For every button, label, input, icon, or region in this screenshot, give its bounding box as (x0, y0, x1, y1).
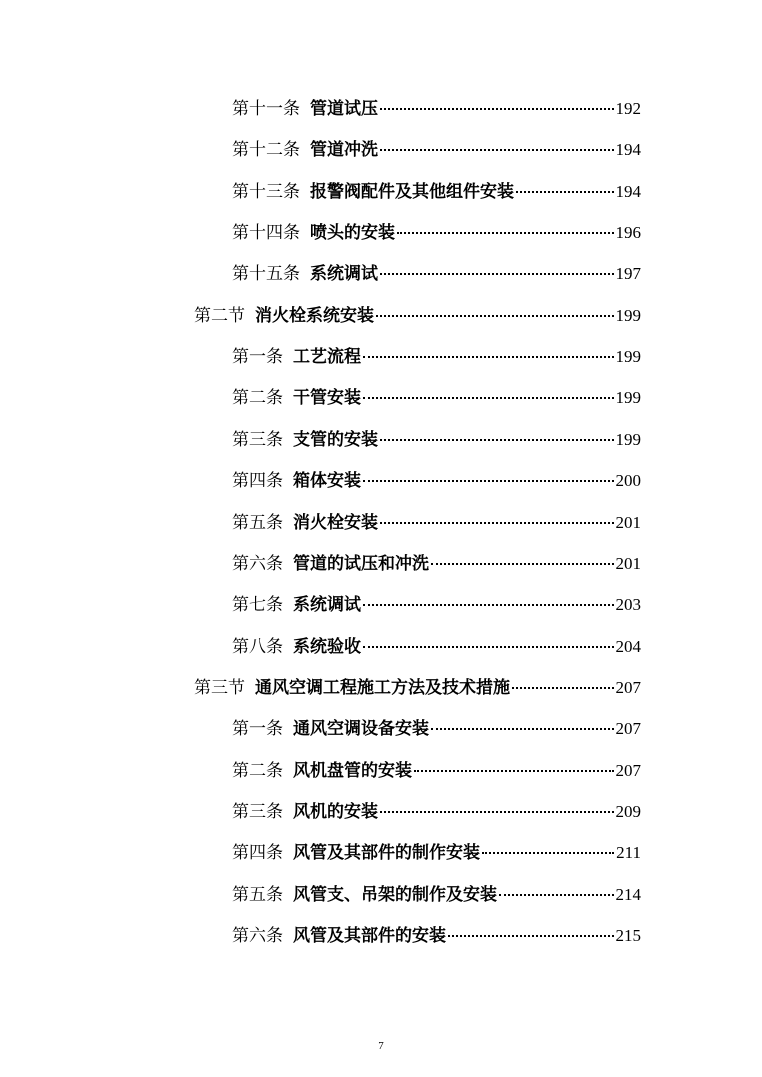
toc-entry-title: 消火栓安装 (293, 512, 378, 533)
toc-entry-number: 第六条 (232, 926, 283, 946)
dot-leader (499, 894, 614, 896)
toc-entry-number: 第四条 (232, 843, 283, 864)
dot-leader (414, 770, 614, 772)
dot-leader (363, 397, 614, 399)
toc-section-entry (194, 678, 641, 698)
toc-entry (232, 182, 641, 202)
toc-entry-number: 第七条 (232, 595, 283, 616)
toc-entry-page: 214 (615, 884, 641, 904)
toc-entry-title: 风管及其部件的制作安装 (293, 843, 480, 864)
toc-entry-page: 199 (615, 388, 641, 408)
toc-entry (232, 223, 641, 243)
dot-leader (431, 563, 614, 565)
toc-entry-title: 系统验收 (293, 636, 361, 657)
toc-entry-number: 第二条 (232, 388, 283, 409)
toc-entry-title: 报警阀配件及其他组件安装 (310, 181, 514, 202)
dot-leader (380, 811, 614, 813)
toc-entry-number: 第十五条 (232, 264, 300, 285)
toc-entry-page: 192 (615, 99, 641, 118)
toc-entry-title: 管道的试压和冲洗 (293, 553, 429, 574)
toc-entry-title: 风管支、吊架的制作及安装 (293, 884, 497, 905)
toc-entry-number: 第一条 (232, 347, 283, 368)
toc-entry-page: 196 (615, 223, 641, 243)
toc-entry-page: 194 (615, 140, 641, 160)
toc-entry-page: 207 (615, 760, 641, 780)
toc-entry-page: 215 (615, 926, 641, 945)
dot-leader (363, 356, 614, 358)
toc-entry (232, 471, 641, 491)
toc-entry-title: 风管及其部件的安装 (293, 926, 446, 946)
dot-leader (431, 728, 614, 730)
toc-entry-number: 第五条 (232, 512, 283, 533)
toc-entry-page: 201 (615, 553, 641, 573)
toc-entry-page: 200 (615, 471, 641, 491)
dot-leader (380, 108, 614, 110)
toc-entry-number: 第四条 (232, 471, 283, 492)
toc-entry-number: 第十三条 (232, 181, 300, 202)
toc-entry-number: 第三条 (232, 429, 283, 450)
toc-entry-number: 第十一条 (232, 99, 300, 119)
toc-entry-number: 第一条 (232, 719, 283, 740)
toc-entry-page: 194 (615, 181, 641, 201)
toc-entry-number: 第十二条 (232, 140, 300, 161)
toc-entry (232, 843, 641, 863)
toc-entry-number: 第三条 (232, 801, 283, 822)
toc-entry-title: 通风空调工程施工方法及技术措施 (255, 677, 510, 698)
dot-leader (380, 273, 614, 275)
toc-entry-title: 系统调试 (310, 264, 378, 285)
toc-entry (232, 637, 641, 657)
toc-entry-page: 201 (615, 512, 641, 532)
dot-leader (512, 687, 614, 689)
toc-entry-number: 第八条 (232, 636, 283, 657)
toc-entry-page: 211 (616, 843, 641, 863)
dot-leader (363, 604, 614, 606)
dot-leader (448, 935, 614, 937)
dot-leader (380, 522, 614, 524)
toc-entry (232, 140, 641, 160)
toc-entry-number: 第二节 (194, 305, 245, 326)
toc-entry (232, 99, 641, 119)
toc-entry-title: 风机的安装 (293, 801, 378, 822)
toc-entry-title: 管道试压 (310, 99, 378, 119)
toc-entry-title: 通风空调设备安装 (293, 719, 429, 740)
toc-entry-title: 管道冲洗 (310, 140, 378, 161)
toc-entry (232, 761, 641, 781)
toc-entry (232, 264, 641, 284)
toc-entry-page: 197 (615, 264, 641, 284)
dot-leader (397, 232, 614, 234)
toc-entry (232, 388, 641, 408)
toc-entry-page: 203 (615, 595, 641, 615)
toc-entry-number: 第五条 (232, 884, 283, 905)
page-number: 7 (378, 1040, 384, 1052)
toc-entry-page: 204 (615, 636, 641, 656)
toc-entry (232, 885, 641, 905)
dot-leader (380, 439, 614, 441)
toc-entry (232, 430, 641, 450)
toc-entry-title: 系统调试 (293, 595, 361, 616)
toc-entry (232, 719, 641, 739)
dot-leader (516, 191, 614, 193)
toc-entry-title: 支管的安装 (293, 429, 378, 450)
toc-entry (232, 926, 641, 946)
dot-leader (363, 480, 614, 482)
toc-entry-number: 第二条 (232, 760, 283, 781)
toc-entry (232, 513, 641, 533)
toc-entry-title: 消火栓系统安装 (255, 305, 374, 326)
toc-entry-page: 207 (615, 677, 641, 697)
toc-entry (232, 554, 641, 574)
toc-section-entry (194, 306, 641, 326)
toc-entry-page: 209 (615, 801, 641, 821)
toc-entry-title: 风机盘管的安装 (293, 760, 412, 781)
toc-entry-page: 199 (615, 429, 641, 449)
toc-entry-page: 207 (615, 719, 641, 739)
dot-leader (482, 852, 614, 854)
toc-entry-title: 箱体安装 (293, 471, 361, 492)
toc-entry-number: 第十四条 (232, 223, 300, 244)
dot-leader (380, 149, 614, 151)
dot-leader (363, 646, 614, 648)
toc-entry-title: 干管安装 (293, 388, 361, 409)
dot-leader (376, 315, 614, 317)
toc-entry (232, 347, 641, 367)
toc-entry-title: 喷头的安装 (310, 223, 395, 244)
toc-entry-page: 199 (615, 347, 641, 367)
toc-entry (232, 802, 641, 822)
toc-entry (232, 595, 641, 615)
toc-entry-title: 工艺流程 (293, 347, 361, 368)
toc-entry-number: 第六条 (232, 553, 283, 574)
toc-entry-number: 第三节 (194, 677, 245, 698)
toc-entry-page: 199 (615, 305, 641, 325)
